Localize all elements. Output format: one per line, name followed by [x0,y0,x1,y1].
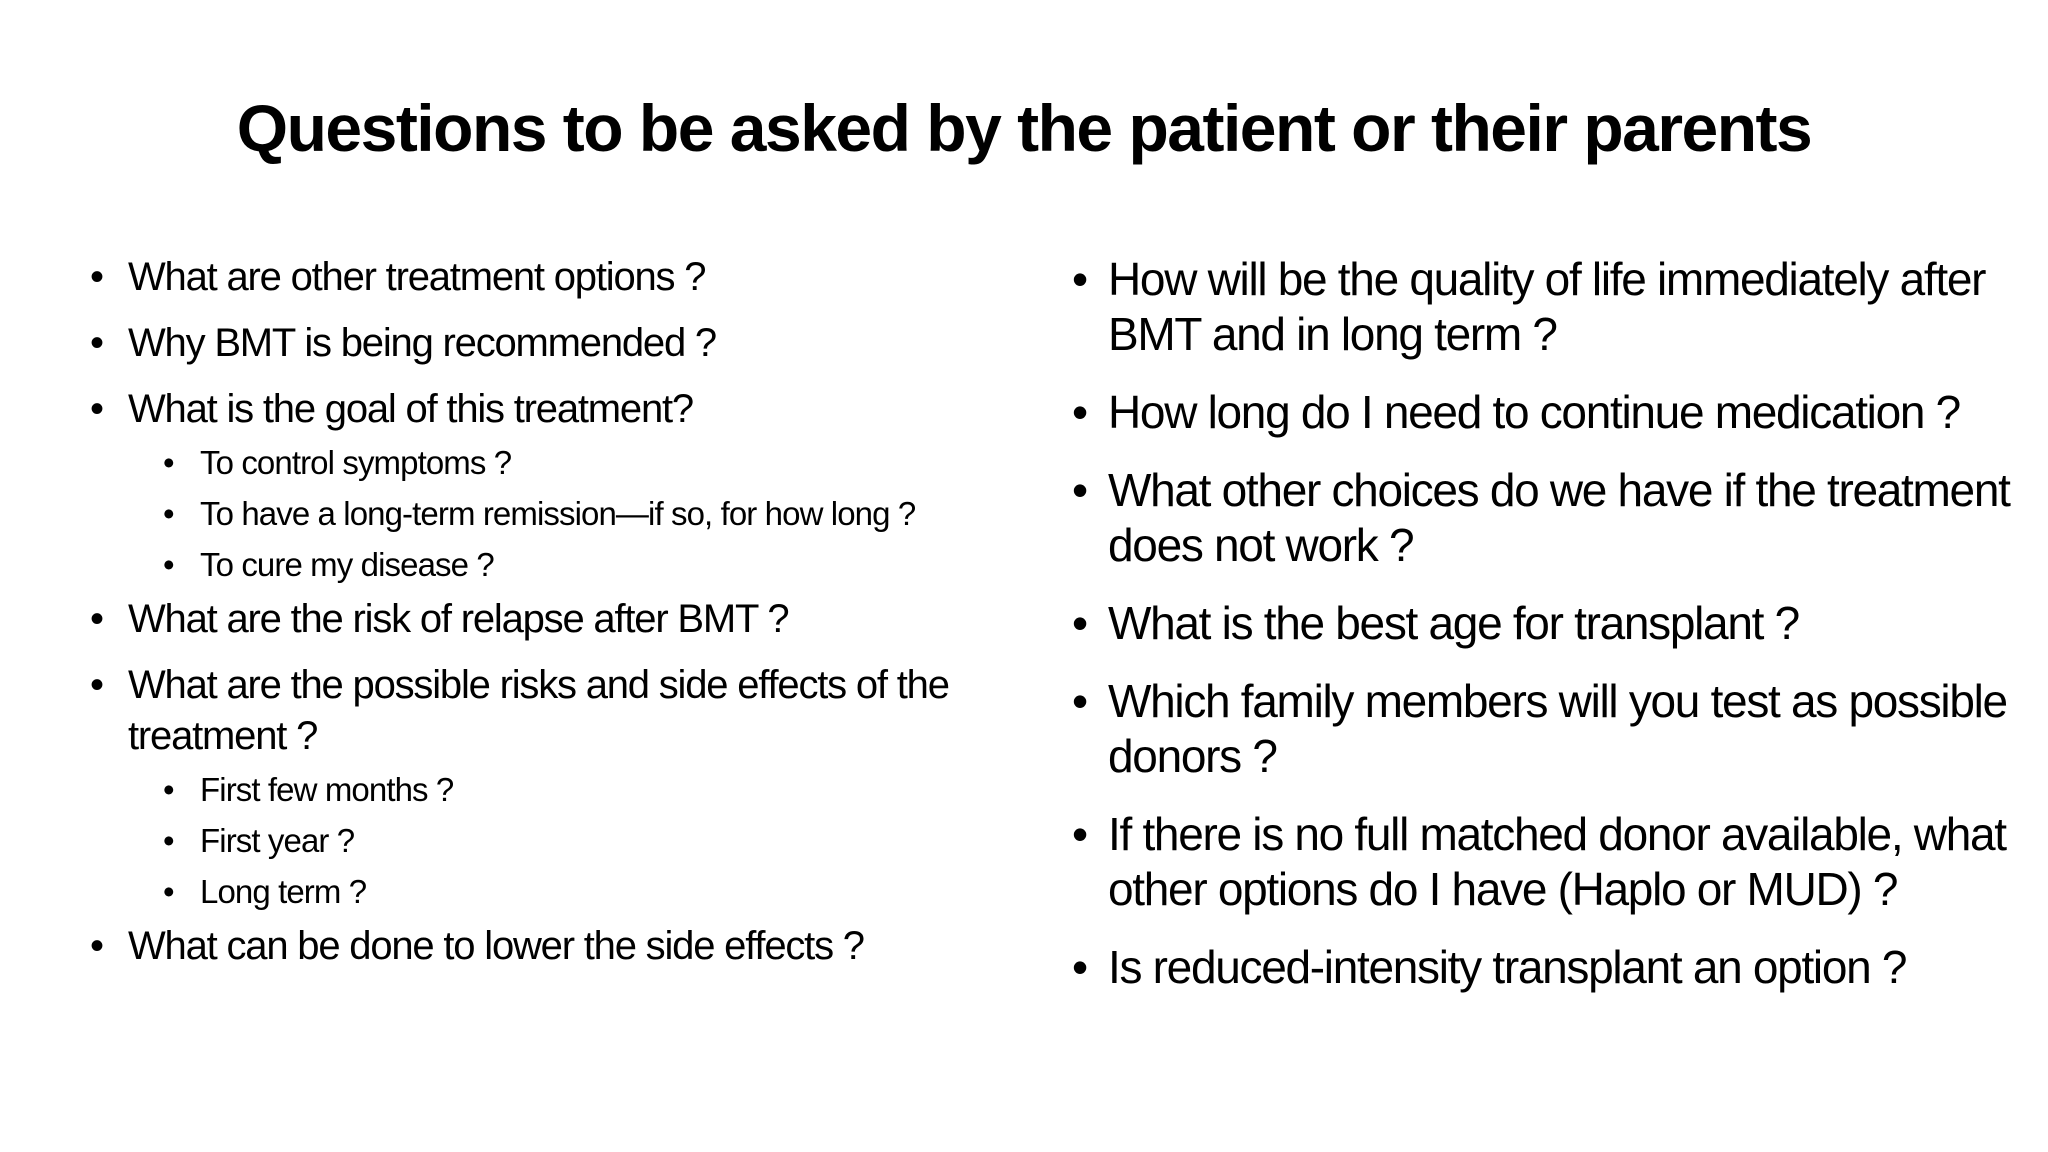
bullet-icon: • [1072,386,1087,438]
bullet-icon: • [163,546,174,583]
bullet-icon: • [90,663,103,707]
sub-list-item [90,870,950,913]
bullet-icon: • [90,255,103,299]
right-question-list [1072,252,2022,1018]
sub-list-item [90,819,950,862]
list-item-text: How long do I need to continue medication ? [1108,386,1960,438]
bullet-icon: • [90,321,103,365]
bullet-icon: • [1072,808,1087,860]
list-item [90,318,950,369]
list-item-text: What is the best age for transplant ? [1108,597,1799,649]
bullet-icon: • [90,387,103,431]
list-item [1072,596,2022,651]
list-item [90,384,950,586]
list-item [1072,940,2022,995]
sub-list [128,768,950,913]
bullet-icon: • [1072,597,1087,649]
list-item [1072,674,2022,784]
list-item-text: What can be done to lower the side effects ? [128,924,864,968]
list-item [1072,463,2022,573]
list-item-text: What are other treatment options ? [128,255,706,299]
bullet-icon: • [1072,941,1087,993]
sub-list-item-text: Long term ? [200,873,367,910]
bullet-icon: • [163,495,174,532]
sub-list-item-text: To have a long-term remission—if so, for how long ? [200,495,916,532]
sub-list-item [90,441,950,484]
list-item-text: What other choices do we have if the treatment does not work ? [1108,464,2010,571]
bullet-icon: • [163,771,174,808]
list-item-text: Why BMT is being recommended ? [128,321,716,365]
list-item [90,660,950,913]
list-item-text: How will be the quality of life immediately after BMT and in long term ? [1108,253,1986,360]
bullet-icon: • [1072,464,1087,516]
bullet-icon: • [1072,253,1087,305]
bullet-icon: • [1072,675,1087,727]
bullet-icon: • [163,873,174,910]
list-item [90,252,950,303]
sub-list-item-text: To control symptoms ? [200,444,512,481]
sub-list-item [90,492,950,535]
sub-list [128,441,950,586]
list-item-text: Which family members will you test as possible donors ? [1108,675,2007,782]
list-item [1072,252,2022,362]
list-item-text: What are the possible risks and side effects of the treatment ? [128,663,949,758]
list-item-text: If there is no full matched donor available, what other options do I have (Haplo or MUD) ? [1108,808,2006,915]
list-item [90,921,950,972]
list-item [1072,385,2022,440]
bullet-icon: • [163,822,174,859]
list-item-text: What is the goal of this treatment? [128,387,693,431]
left-question-list [90,252,950,987]
bullet-icon: • [163,444,174,481]
sub-list-item-text: First few months ? [200,771,454,808]
sub-list-item-text: To cure my disease ? [200,546,494,583]
sub-list-item [90,768,950,811]
bullet-icon: • [90,597,103,641]
list-item-text: Is reduced-intensity transplant an option ? [1108,941,1907,993]
sub-list-item [90,543,950,586]
slide-title: Questions to be asked by the patient or their parents [236,91,1812,165]
sub-list-item-text: First year ? [200,822,355,859]
bullet-icon: • [90,924,103,968]
list-item [1072,807,2022,917]
list-item-text: What are the risk of relapse after BMT ? [128,597,789,641]
list-item [90,594,950,645]
